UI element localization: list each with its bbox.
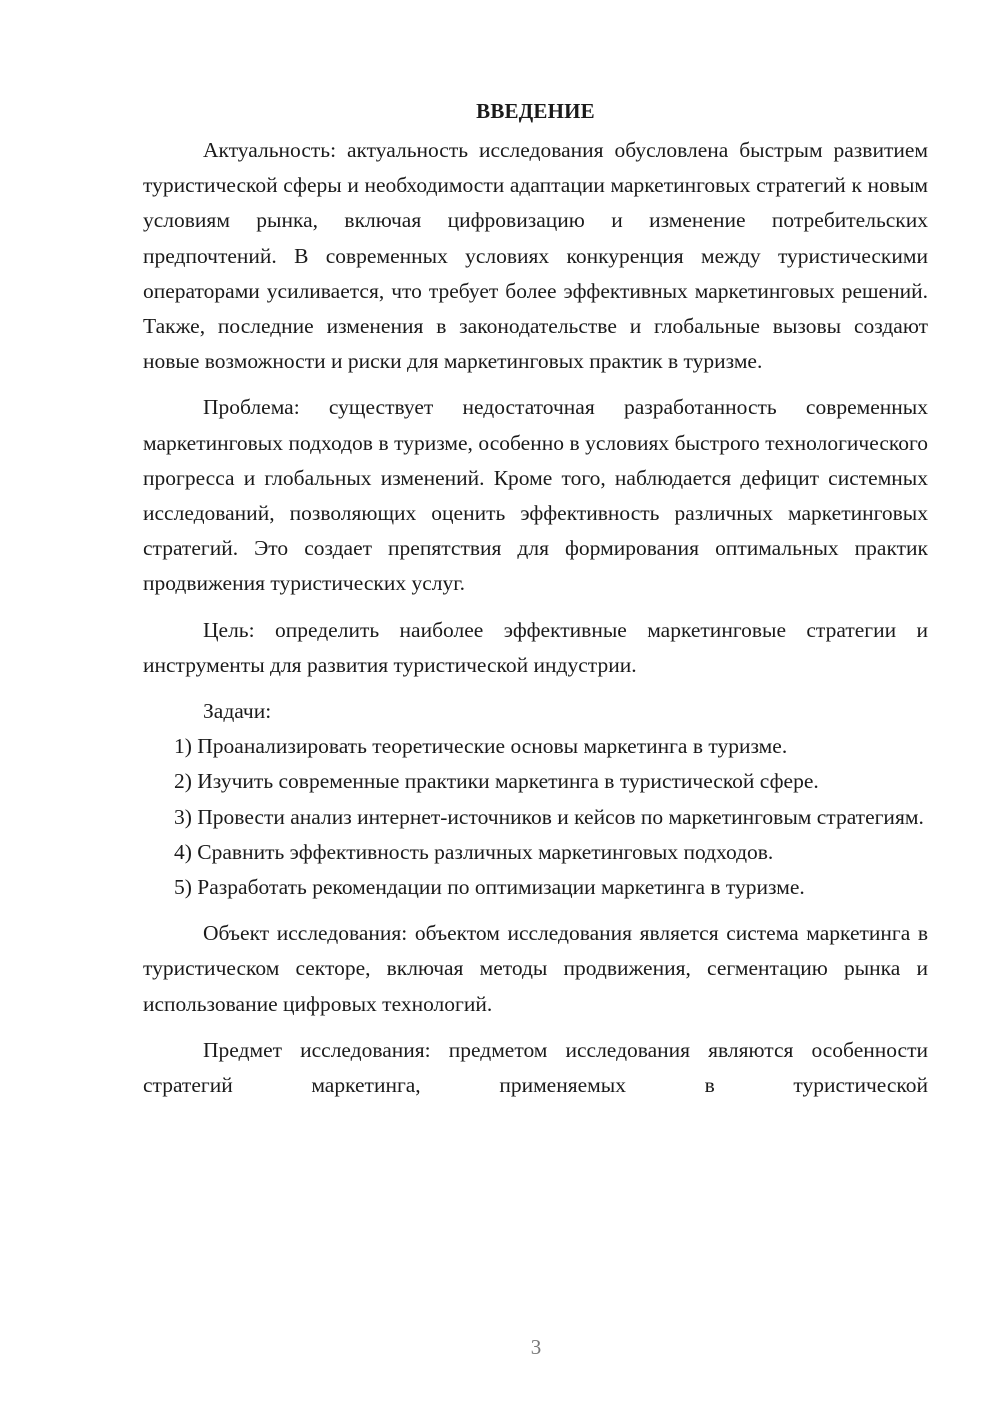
problem-paragraph: Проблема: существует недостаточная разработанность современных маркетинговых подходов в туризме, особенно в условиях быстрого технологического прогресса и глобальных изменений. Кроме того, наблюдается дефицит системных исследований, позволяющих оценить эффективность различных маркетинговых стратегий. Это создает препятствия для формирования оптимальных практик продвижения туристических услуг.	[143, 395, 928, 596]
relevance-paragraph: Актуальность: актуальность исследования обусловлена быстрым развитием туристической сферы и необходимости адаптации маркетинговых стратегий к новым условиям рынка, включая цифровизацию и изменение потребительских предпочтений. В современных условиях конкуренция между туристическими операторами усиливается, что требует более эффективных маркетинговых решений. Также, последние изменения в законодательстве и глобальные вызовы создают новые возможности и риски для маркетинговых практик в туризме.	[143, 138, 928, 374]
task-item-5: 5) Разработать рекомендации по оптимизации маркетинга в туризме.	[174, 875, 805, 900]
page-number: 3	[530, 1335, 542, 1359]
task-item-2: 2) Изучить современные практики маркетинга в туристической сфере.	[174, 769, 819, 794]
goal-paragraph: Цель: определить наиболее эффективные маркетинговые стратегии и инструменты для развития туристической индустрии.	[143, 617, 928, 677]
section-heading: ВВЕДЕНИЕ	[476, 99, 595, 123]
task-item-4: 4) Сравнить эффективность различных маркетинговых подходов.	[174, 839, 774, 864]
task-item-1: 1) Проанализировать теоретические основы маркетинга в туризме.	[174, 734, 788, 759]
task-item-3: 3) Провести анализ интернет-источников и кейсов по маркетинговым стратегиям.	[174, 804, 924, 829]
tasks-label: Задачи:	[203, 699, 272, 724]
object-paragraph: Объект исследования: объектом исследования является система маркетинга в туристическом секторе, включая методы продвижения, сегментацию рынка и использование цифровых технологий.	[143, 921, 928, 1016]
subject-paragraph: Предмет исследования: предметом исследования являются особенности стратегий маркетинга, применяемых в туристической	[143, 1037, 928, 1098]
page-content	[143, 95, 928, 1103]
